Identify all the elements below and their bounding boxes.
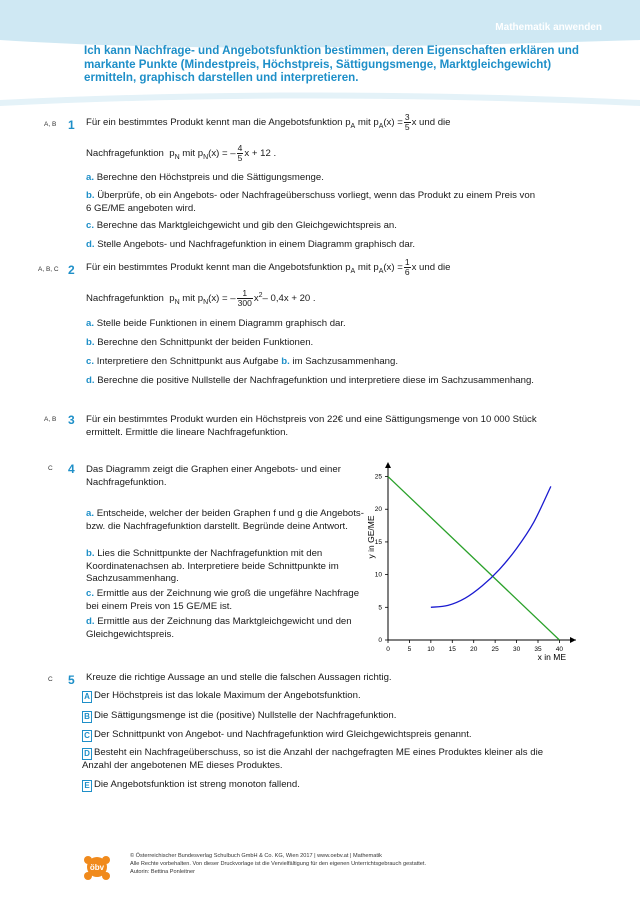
demand-function-2: $p_N$ mit $p_N(x)$ = – $\frac{1}{300}$ $x^2-$ 0,4x + 20 . [169, 288, 316, 308]
option-c: C Der Schnittpunkt von Angebot- und Nachfragefunktion wird Gleichgewichtspreis genannt. [82, 729, 552, 742]
task-5-level: C [48, 676, 53, 683]
option-c-box[interactable]: C [82, 730, 92, 742]
option-e: E Die Angebotsfunktion ist streng monoton fallend. [82, 779, 552, 792]
task-2-line2: Nachfragefunktion $p_N$ mit $p_N(x)$ = – $\frac{1}{300}$ $x^2-$ 0,4x + 20 . [86, 288, 316, 308]
x-tick-label: 30 [512, 646, 521, 653]
task-1-text: Für ein bestimmtes Produkt kennt man die Angebotsfunktion [86, 117, 343, 129]
footer-rights: Alle Rechte vorbehalten. Von dieser Druckvorlage ist die Vervielfältigung für den eigenen Unterrichtsgebrauch gestattet. [130, 861, 427, 867]
y-tick-label: 10 [374, 571, 382, 579]
footer [130, 852, 580, 876]
y-tick-label: 5 [378, 604, 382, 612]
x-tick-label: 5 [407, 646, 412, 653]
task-1d: d. Stelle Angebots- und Nachfragefunktion in einem Diagramm graphisch dar. [86, 239, 416, 250]
task-5-number: 5 [68, 673, 75, 687]
task-2-line1: Für ein bestimmtes Produkt kennt man die Angebotsfunktion $p_A$ mit $p_A(x)$ = $\frac{1}{6}$ x und die [86, 257, 451, 277]
y-tick-label: 25 [374, 473, 382, 481]
task-3-text: Für ein bestimmtes Produkt wurden ein Höchstpreis von 22€ und eine Sättigungsmenge von 10 000 Stück ermittelt. Ermittle die lineare Nachfragefunktion. [86, 414, 537, 438]
option-d-box[interactable]: D [82, 748, 92, 760]
option-a-box[interactable]: A [82, 691, 92, 703]
task-2c: c. Interpretiere den Schnittpunkt aus Aufgabe b. im Sachzusammenhang. [86, 356, 399, 367]
series-1-line [388, 477, 559, 640]
task-2d: d. Berechne die positive Nullstelle der Nachfragefunktion und interpretiere diese im Sachzusammenhang. [86, 375, 534, 386]
header-tab-label: Mathematik anwenden [495, 22, 602, 33]
x-axis-arrow [570, 637, 576, 643]
task-4-number: 4 [68, 462, 75, 476]
oebv-logo [82, 852, 112, 882]
x-tick-label: 25 [491, 646, 499, 653]
learning-goal: Ich kann Nachfrage- und Angebotsfunktion bestimmen, deren Eigenschaften erklären und markante Punkte (Mindestpreis, Höchstpreis, Sättigungsmenge, Marktgleichgewicht) ermitteln, graphisch darstellen und interpretieren. [84, 44, 579, 84]
task-1-level: A, B [44, 121, 57, 128]
demand-function: $p_N$ mit $p_N(x)$ = – $\frac{4}{5}$ x + 12 . [169, 143, 277, 163]
task-4a: a. Entscheide, welcher der beiden Graphen f und g die Angebots- bzw. die Nachfragefunktion darstellt. Begründe deine Antwort. [86, 508, 364, 532]
supply-demand-chart [362, 462, 582, 662]
task-3-number: 3 [68, 413, 75, 427]
series-2-line [431, 486, 551, 607]
footer-author: Autorin: Bettina Ponleitner [130, 869, 195, 875]
task-4-level: C [48, 465, 53, 472]
option-b: B Die Sättigungsmenge ist die (positive) Nullstelle der Nachfragefunktion. [82, 710, 552, 723]
task-4b: b. Lies die Schnittpunkte der Nachfragefunktion mit den Koordinatenachsen ab. Interpretiere beide Schnittpunkte im Sachzusammenhang. [86, 548, 339, 584]
task-2b: b. Berechne den Schnittpunkt der beiden Funktionen. [86, 337, 314, 348]
x-tick-label: 10 [427, 646, 435, 653]
option-b-box[interactable]: B [82, 711, 92, 723]
y-tick-label: 0 [378, 637, 382, 644]
intro-wave [0, 88, 640, 112]
y-tick-label: 20 [374, 506, 382, 514]
task-5-text: Kreuze die richtige Aussage an und stelle die falschen Aussagen richtig. [86, 672, 392, 683]
x-tick-label: 0 [386, 646, 390, 653]
task-2-number: 2 [68, 263, 75, 277]
supply-function-2: $p_A$ mit $p_A(x)$ = $\frac{1}{6}$ x [345, 257, 417, 277]
x-tick-label: 20 [470, 646, 478, 653]
option-a: A Der Höchstpreis ist das lokale Maximum der Angebotsfunktion. [82, 690, 552, 703]
task-1-line1: Für ein bestimmtes Produkt kennt man die Angebotsfunktion $p_A$ mit $p_A(x)$ = $\frac{3}{5}$ x und die [86, 112, 451, 132]
task-1c: c. Berechne das Marktgleichgewicht und gib den Gleichgewichtspreis an. [86, 220, 397, 231]
option-d: D Besteht ein Nachfrageüberschuss, so ist die Anzahl der nachgefragten ME eines Produktes kleiner als die Anzahl der angebotenen ME dieses Produktes. [82, 747, 544, 771]
svg-text:öbv: öbv [89, 863, 105, 872]
task-1a: a. Berechne den Höchstpreis und die Sättigungsmenge. [86, 172, 324, 183]
task-2-level: A, B, C [38, 266, 59, 273]
task-1-line2: Nachfragefunktion $p_N$ mit $p_N(x)$ = – $\frac{4}{5}$ x + 12 . [86, 143, 277, 163]
x-axis-label: x in ME [537, 652, 566, 662]
task-3-level: A, B [44, 416, 57, 423]
supply-function: $p_A$ mit $p_A(x)$ = $\frac{3}{5}$ x [345, 112, 417, 132]
footer-copyright: © Österreichischer Bundesverlag Schulbuch GmbH & Co. KG, Wien 2017 | www.oebv.at | Mathematik [130, 853, 382, 859]
task-1b: b. Überprüfe, ob ein Angebots- oder Nachfrageüberschuss vorliegt, wenn das Produkt zu einem Preis von 6 GE/ME angeboten wird. [86, 190, 536, 214]
task-1-number: 1 [68, 118, 75, 132]
y-axis-arrow [385, 462, 391, 468]
y-tick-label: 15 [374, 538, 382, 546]
task-4c: c. Ermittle aus der Zeichnung wie groß die ungefähre Nachfrage bei einem Preis von 15 GE/ME ist. [86, 588, 360, 612]
option-e-box[interactable]: E [82, 780, 92, 792]
y-axis-label: y in GE/ME [366, 515, 376, 559]
header-band [0, 0, 640, 40]
task-2a: a. Stelle beide Funktionen in einem Diagramm graphisch dar. [86, 318, 346, 329]
x-tick-label: 40 [555, 646, 564, 653]
x-tick-label: 15 [448, 646, 456, 653]
task-4-text: Das Diagramm zeigt die Graphen einer Angebots- und einer Nachfragefunktion. [86, 464, 341, 488]
task-4d: d. Ermittle aus der Zeichnung das Marktgleichgewicht und den Gleichgewichtspreis. [86, 616, 352, 640]
x-tick-label: 35 [534, 646, 542, 653]
